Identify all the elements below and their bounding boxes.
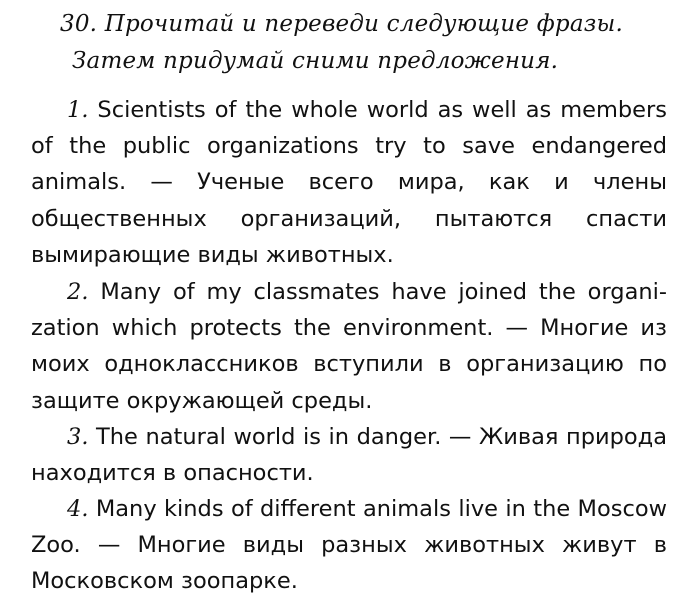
exercise-item-4: [31, 491, 667, 600]
item-number: 2.: [67, 279, 89, 305]
item-text: Many of my classmates have joined the organization which protects the environment. — Многие из моих одноклассников вступили в организацию по защите окружающей среды.: [31, 279, 668, 414]
exercise-item-3: [31, 419, 667, 491]
item-number: 4.: [67, 496, 89, 522]
item-text: Many kinds of different animals live in the Moscow Zoo. — Многие виды разных животных живут в Московском зоопарке.: [31, 496, 667, 595]
item-number: 1.: [67, 97, 89, 123]
item-text: Scientists of the whole world as well as members of the public organizations try to save endangered animals. — Ученые всего мира, как и члены общественных организаций, пытаются спасти вымирающие виды животных.: [31, 97, 667, 268]
exercise-title-line-1: 30. Прочитай и переведи следующие фразы.: [60, 11, 623, 37]
item-number: 3.: [67, 424, 89, 450]
exercise-item-2: [31, 274, 667, 419]
item-text: The natural world is in danger. — Живая природа находится в опасности.: [31, 424, 668, 487]
exercise-item-1: [31, 92, 667, 273]
exercise-title-line-2: Затем придумай сними предложения.: [72, 48, 559, 74]
